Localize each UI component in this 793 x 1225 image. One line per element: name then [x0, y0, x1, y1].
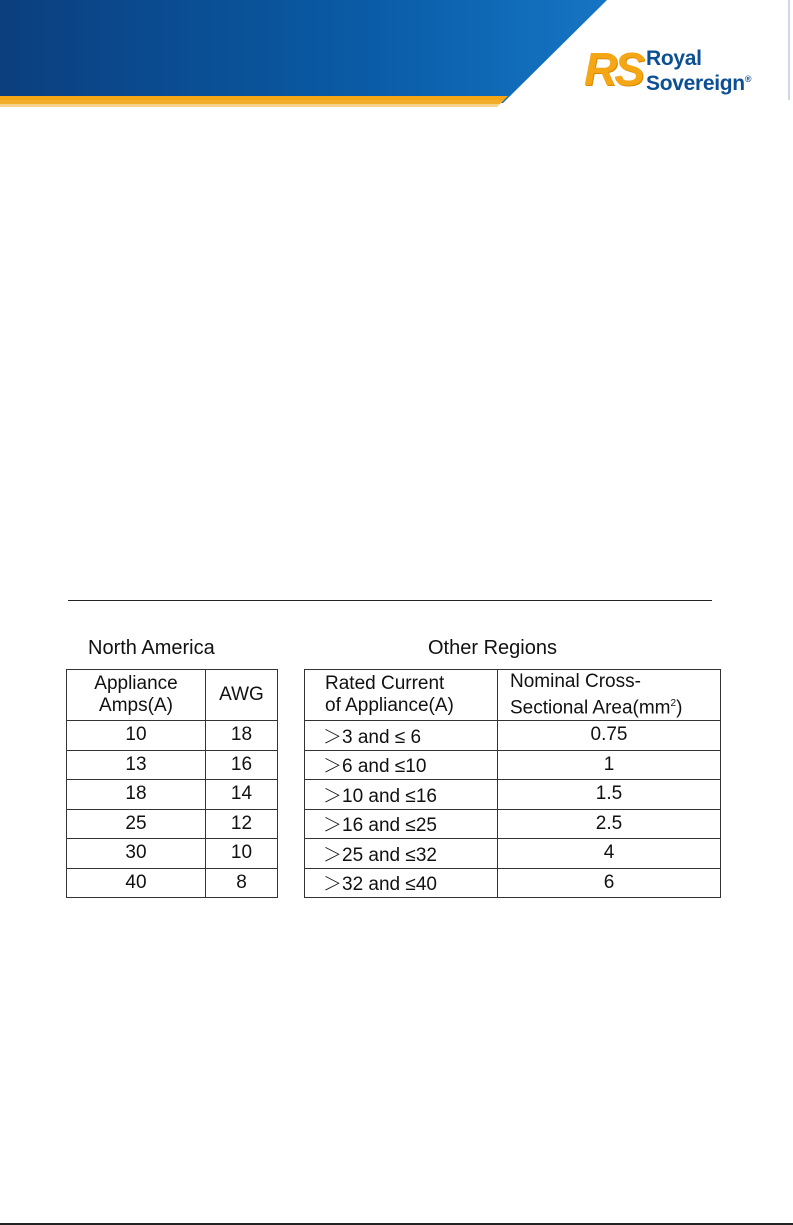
header-rated-current	[305, 670, 498, 721]
table-cell: ＞6 and ≤10	[305, 750, 498, 780]
table-row	[305, 809, 721, 839]
table-row	[305, 868, 721, 898]
table-cell: 4	[498, 839, 721, 869]
royal-sovereign-logo	[584, 38, 774, 98]
brand-name	[646, 48, 751, 94]
table-cell: 25	[67, 809, 206, 839]
north-america-table	[66, 669, 278, 898]
table-cell: 6	[498, 868, 721, 898]
table-row	[67, 750, 278, 780]
table-cell: 30	[67, 839, 206, 869]
table-cell: 12	[206, 809, 278, 839]
header-line: Sectional Area(mm	[510, 697, 671, 719]
table-row	[67, 780, 278, 810]
table-cell: 16	[206, 750, 278, 780]
header-line: Nominal Cross-	[510, 670, 641, 692]
superscript: 2	[670, 697, 677, 709]
table-cell: ＞25 and ≤32	[305, 839, 498, 869]
header-line: of Appliance(A)	[325, 695, 454, 716]
table-row	[67, 721, 278, 751]
table-cell: 40	[67, 868, 206, 898]
table-row	[67, 809, 278, 839]
table-row	[305, 721, 721, 751]
table-cell: ＞16 and ≤25	[305, 809, 498, 839]
registered-mark: ®	[744, 74, 752, 84]
table-row	[305, 839, 721, 869]
table-header-row	[305, 670, 721, 721]
brand-name-line1: Royal	[646, 47, 702, 70]
header-cross-sectional-area	[498, 670, 721, 721]
table-row	[305, 780, 721, 810]
north-america-title: North America	[88, 637, 215, 659]
table-cell: 18	[67, 780, 206, 810]
other-regions-title: Other Regions	[428, 637, 557, 659]
rs-logo-mark: RS	[584, 43, 642, 95]
header-awg: AWG	[206, 670, 278, 721]
table-row	[67, 868, 278, 898]
header-line: )	[676, 697, 683, 719]
table-cell: 1	[498, 750, 721, 780]
table-cell: 14	[206, 780, 278, 810]
table-cell: ＞32 and ≤40	[305, 868, 498, 898]
table-cell: 0.75	[498, 721, 721, 751]
table-cell: 2.5	[498, 809, 721, 839]
table-row	[67, 839, 278, 869]
table-cell: 13	[67, 750, 206, 780]
section-divider	[68, 600, 712, 601]
table-cell: 18	[206, 721, 278, 751]
table-cell: 10	[67, 721, 206, 751]
table-cell: ＞10 and ≤16	[305, 780, 498, 810]
header-line: Amps(A)	[99, 695, 173, 716]
table-cell: 8	[206, 868, 278, 898]
table-cell: ＞3 and ≤ 6	[305, 721, 498, 751]
header-line: Rated Current	[325, 673, 445, 694]
table-cell: 10	[206, 839, 278, 869]
header-line: Appliance	[94, 673, 178, 694]
brand-name-line2: Sovereign	[646, 72, 745, 95]
table-cell: 1.5	[498, 780, 721, 810]
table-header-row	[67, 670, 278, 721]
header-appliance-amps	[67, 670, 206, 721]
other-regions-table	[304, 669, 721, 898]
table-row	[305, 750, 721, 780]
header-banner	[0, 0, 793, 110]
